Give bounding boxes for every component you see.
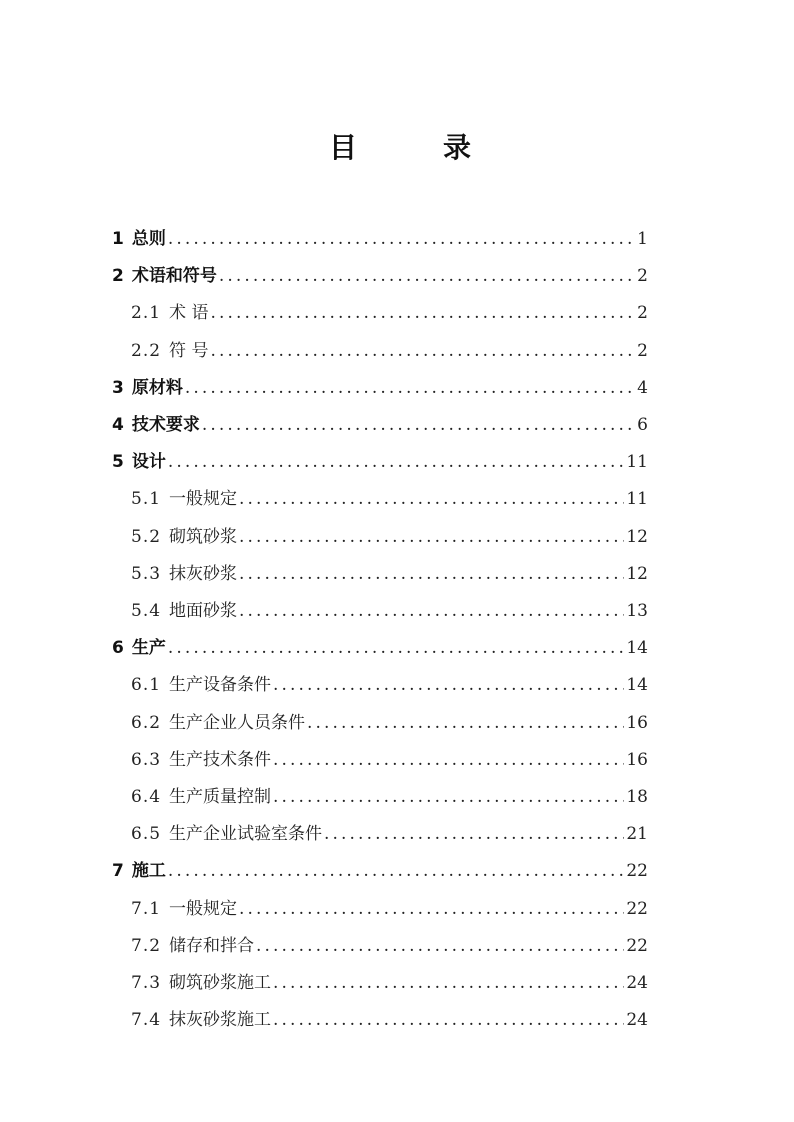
toc-entry-number: 5 bbox=[112, 452, 124, 473]
toc-entry-page-number: 24 bbox=[626, 1010, 648, 1031]
toc-entry-number: 2.2 bbox=[131, 340, 162, 361]
toc-chapter-entry[interactable] bbox=[112, 253, 648, 287]
toc-entry-number: 2 bbox=[112, 266, 124, 287]
toc-entry-label: 设计 bbox=[131, 452, 166, 473]
toc-chapter-entry[interactable] bbox=[112, 216, 648, 250]
toc-entry-page-number: 11 bbox=[626, 489, 648, 510]
toc-entry-page-number: 11 bbox=[626, 452, 648, 473]
toc-entry-label: 抹灰砂浆施工 bbox=[169, 1010, 272, 1031]
toc-entry-label: 术语和符号 bbox=[131, 266, 217, 287]
toc-dot-leader bbox=[273, 1009, 624, 1031]
toc-entry-number: 1 bbox=[112, 229, 124, 249]
toc-dot-leader bbox=[210, 302, 635, 324]
toc-entry-page-number: 14 bbox=[626, 638, 648, 659]
toc-entry-page-number: 4 bbox=[637, 377, 648, 398]
toc-entry-label: 原材料 bbox=[131, 377, 183, 398]
toc-section-entry[interactable] bbox=[131, 588, 648, 622]
toc-entry-page-number: 24 bbox=[626, 973, 648, 993]
toc-section-entry[interactable] bbox=[131, 551, 648, 585]
toc-entry-number: 4 bbox=[112, 415, 124, 435]
toc-entry-page-number: 12 bbox=[626, 563, 648, 584]
toc-entry-label: 术 语 bbox=[169, 303, 209, 324]
toc-title-char-1: 目 bbox=[329, 131, 358, 164]
toc-chapter-entry[interactable] bbox=[112, 365, 648, 399]
toc-entry-number: 7.3 bbox=[131, 973, 162, 993]
toc-dot-leader bbox=[202, 414, 635, 436]
toc-section-entry[interactable] bbox=[131, 886, 648, 920]
toc-entry-label: 储存和拌合 bbox=[169, 935, 255, 956]
toc-entry-number: 5.1 bbox=[131, 489, 162, 510]
toc-entry-page-number: 21 bbox=[626, 824, 648, 845]
toc-chapter-entry[interactable] bbox=[112, 439, 648, 473]
toc-entry-number: 7.1 bbox=[131, 898, 162, 919]
toc-entry-label: 地面砂浆 bbox=[169, 601, 238, 621]
toc-section-entry[interactable] bbox=[131, 774, 648, 808]
toc-entry-label: 生产技术条件 bbox=[169, 749, 272, 770]
toc-entry-label: 施工 bbox=[131, 861, 166, 882]
toc-dot-leader bbox=[185, 377, 635, 399]
toc-dot-leader bbox=[256, 935, 624, 957]
toc-entry-number: 5.4 bbox=[131, 601, 162, 621]
toc-dot-leader bbox=[168, 860, 625, 882]
toc-entry-label: 砌筑砂浆 bbox=[169, 526, 238, 547]
toc-entry-number: 6.4 bbox=[131, 787, 162, 807]
toc-dot-leader bbox=[239, 488, 624, 510]
toc-entry-label: 生产 bbox=[131, 638, 166, 659]
toc-entry-number: 6.1 bbox=[131, 675, 162, 696]
toc-entry-label: 一般规定 bbox=[169, 898, 238, 919]
toc-entry-page-number: 13 bbox=[626, 601, 648, 621]
toc-dot-leader bbox=[324, 823, 624, 845]
toc-entry-page-number: 22 bbox=[626, 898, 648, 919]
toc-dot-leader bbox=[219, 265, 635, 287]
toc-dot-leader bbox=[239, 526, 624, 548]
toc-entry-page-number: 1 bbox=[637, 229, 648, 249]
toc-entry-label: 生产企业人员条件 bbox=[169, 712, 306, 733]
toc-entry-page-number: 6 bbox=[637, 415, 648, 435]
toc-entry-label: 生产质量控制 bbox=[169, 787, 272, 807]
toc-entry-label: 生产企业试验室条件 bbox=[169, 824, 323, 845]
toc-entry-page-number: 14 bbox=[626, 675, 648, 696]
toc-section-entry[interactable] bbox=[131, 997, 648, 1031]
toc-section-entry[interactable] bbox=[131, 290, 648, 324]
toc-section-entry[interactable] bbox=[131, 811, 648, 845]
toc-dot-leader bbox=[307, 712, 624, 734]
toc-entry-label: 砌筑砂浆施工 bbox=[169, 973, 272, 993]
toc-entry-number: 5.3 bbox=[131, 563, 162, 584]
toc-dot-leader bbox=[273, 972, 624, 994]
toc-entry-label: 技术要求 bbox=[131, 415, 200, 435]
toc-entry-number: 6.3 bbox=[131, 749, 162, 770]
toc-section-entry[interactable] bbox=[131, 923, 648, 957]
toc-dot-leader bbox=[239, 898, 624, 920]
toc-section-entry[interactable] bbox=[131, 662, 648, 696]
toc-entry-label: 一般规定 bbox=[169, 489, 238, 510]
toc-entry-page-number: 16 bbox=[626, 749, 648, 770]
toc-entry-page-number: 2 bbox=[637, 340, 648, 361]
toc-entry-page-number: 12 bbox=[626, 526, 648, 547]
toc-entry-page-number: 22 bbox=[626, 861, 648, 882]
toc-entry-page-number: 2 bbox=[637, 303, 648, 324]
toc-dot-leader bbox=[239, 563, 624, 585]
toc-chapter-entry[interactable] bbox=[112, 848, 648, 882]
toc-dot-leader bbox=[210, 340, 635, 362]
toc-dot-leader bbox=[168, 451, 625, 473]
toc-dot-leader bbox=[273, 786, 624, 808]
toc-entry-number: 3 bbox=[112, 377, 124, 398]
toc-entry-label: 符 号 bbox=[169, 340, 209, 361]
toc-entry-number: 6.2 bbox=[131, 712, 162, 733]
toc-section-entry[interactable] bbox=[131, 476, 648, 510]
toc-dot-leader bbox=[168, 637, 625, 659]
toc-section-entry[interactable] bbox=[131, 737, 648, 771]
toc-entry-number: 7.4 bbox=[131, 1010, 162, 1031]
toc-section-entry[interactable] bbox=[131, 700, 648, 734]
toc-title-char-2: 录 bbox=[443, 131, 472, 164]
toc-section-entry[interactable] bbox=[131, 328, 648, 362]
toc-chapter-entry[interactable] bbox=[112, 402, 648, 436]
toc-entry-page-number: 22 bbox=[626, 935, 648, 956]
toc-entry-label: 生产设备条件 bbox=[169, 675, 272, 696]
toc-entry-page-number: 18 bbox=[626, 787, 648, 807]
toc-entry-page-number: 16 bbox=[626, 712, 648, 733]
toc-dot-leader bbox=[168, 228, 635, 250]
toc-entry-label: 总则 bbox=[131, 229, 166, 249]
toc-entry-number: 7 bbox=[112, 861, 124, 882]
toc-entry-page-number: 2 bbox=[637, 266, 648, 287]
toc-section-entry[interactable] bbox=[131, 514, 648, 548]
toc-entry-number: 6 bbox=[112, 638, 124, 659]
toc-section-entry[interactable] bbox=[131, 960, 648, 994]
toc-entry-number: 5.2 bbox=[131, 526, 162, 547]
toc-dot-leader bbox=[273, 674, 624, 696]
toc-entry-number: 6.5 bbox=[131, 824, 162, 845]
toc-entry-number: 7.2 bbox=[131, 935, 162, 956]
toc-entry-number: 2.1 bbox=[131, 303, 162, 324]
toc-dot-leader bbox=[273, 749, 624, 771]
toc-dot-leader bbox=[239, 600, 624, 622]
toc-entry-label: 抹灰砂浆 bbox=[169, 563, 238, 584]
toc-title bbox=[0, 128, 794, 168]
toc-chapter-entry[interactable] bbox=[112, 625, 648, 659]
